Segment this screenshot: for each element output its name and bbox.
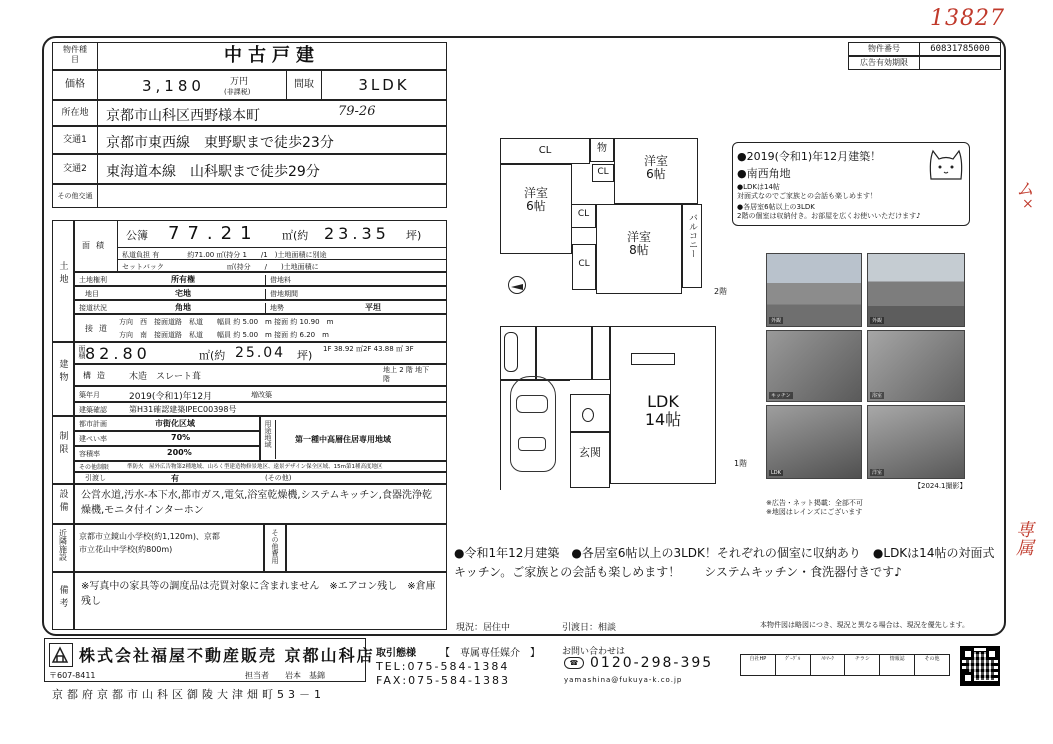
feature-box — [732, 142, 970, 226]
price-tax: (非課税) — [224, 88, 251, 96]
cl-lower: CL — [572, 244, 596, 290]
land-road-value: 角地 — [175, 303, 191, 312]
land-category-label: 地目 — [85, 290, 99, 298]
handwritten-x: × — [1022, 196, 1034, 212]
building-section — [52, 342, 74, 416]
cat-icon — [927, 147, 965, 181]
other-cost-value-cell — [286, 524, 447, 572]
entrance-label: 玄関 — [579, 446, 601, 459]
transport1-value-cell — [97, 126, 447, 154]
building-struct-value: 木造 スレート葺 — [129, 372, 202, 382]
company-address: 京都府京都市山科区御陵大津畑町53－1 — [52, 688, 325, 701]
delivery-other-label: (その他) — [265, 474, 292, 482]
north-room — [614, 138, 698, 204]
land-area-unit: ㎡(約 — [282, 229, 309, 242]
city-plan-label: 都市計画 — [79, 420, 107, 428]
company-box — [44, 638, 375, 682]
land-area-kind: 公簿 — [126, 229, 148, 242]
company-logo — [49, 643, 73, 667]
west-room-label: 洋室 6帖 — [523, 186, 548, 214]
price-value: 3,180 — [142, 77, 205, 95]
source-box-magazine[interactable]: 情報誌 — [880, 655, 915, 675]
building-reno-label: 増改築 — [251, 391, 272, 399]
building-area-unit: ㎡(約 — [199, 349, 226, 362]
land-road-burden: 私道負担 有 約71.00 ㎡(持分 1 /1 )土地面積に別途 — [118, 247, 446, 262]
transport2-label-cell — [52, 154, 98, 184]
nearby-label-cell — [52, 524, 74, 572]
qr-code[interactable] — [960, 646, 1000, 686]
coverage-value: 70% — [171, 433, 191, 442]
land-category-value: 宅地 — [175, 289, 191, 298]
land-terrain-value: 平坦 — [365, 303, 381, 312]
toilet-fixture — [582, 408, 594, 422]
building-struct-label: 構造 — [83, 371, 111, 380]
floorplan-2f — [500, 138, 720, 294]
cl-small-top: CL — [592, 164, 614, 182]
far-value: 200% — [167, 448, 192, 457]
source-box-google[interactable]: ｸﾞｰｸﾞﾙ — [776, 655, 811, 675]
land-road-row — [74, 300, 447, 314]
east-room-label: 洋室 8帖 — [626, 230, 651, 258]
facility-label: 設備 — [57, 489, 68, 515]
price-label-cell — [52, 70, 98, 100]
transport3-label-cell — [52, 184, 98, 208]
delivery-row — [74, 472, 447, 484]
west-room — [500, 164, 572, 254]
land-right-row — [74, 272, 447, 286]
land-category-row — [74, 286, 447, 300]
feature-room-note: ●各居室6帖以上の3LDK 2階の個室は収納付き。お部屋を広くお使いいただけます♪ — [737, 203, 921, 221]
layout-value-cell — [321, 70, 447, 100]
photo-bath: 浴室 — [867, 330, 965, 402]
restrict-other-row — [74, 461, 447, 472]
remarks-value: ※写真中の家具等の調度品は売買対象に含まれません ※エアコン残し ※倉庫残し — [81, 581, 436, 607]
company-fax: FAX:075-584-1383 — [376, 674, 511, 687]
address-value: 京都市山科区西野様本町 — [106, 108, 260, 124]
land-right-label: 土地権利 — [79, 276, 107, 284]
address-value-cell — [97, 100, 447, 126]
restrict-section-label: 制限 — [57, 431, 68, 457]
photo-room: 洋室 — [867, 405, 965, 479]
photo-ldk: LDK — [766, 405, 862, 479]
land-area-value-cell — [117, 220, 447, 272]
source-boxes[interactable] — [740, 654, 950, 676]
price-label: 価格 — [65, 79, 85, 90]
transport2-value-cell — [97, 154, 447, 184]
delivery-label: 引渡し — [85, 474, 106, 482]
remarks-value-cell — [74, 572, 447, 630]
disclaimer: 本物件図は略図につき、現況と異なる場合は、現況を優先します。 — [760, 621, 970, 629]
address-label: 所在地 — [61, 108, 89, 118]
source-box-other[interactable]: その他 — [924, 656, 940, 662]
facility-value: 公営水道,汚水-本下水,都市ガス,電気,浴室乾燥機,システムキッチン,食器洗浄乾燥機,モニタ付インターホン — [81, 490, 432, 516]
ldk — [610, 326, 716, 484]
promo-text: ●令和1年12月建築 ●各居室6帖以上の3LDK！それぞれの個室に収納あり ●LDKは14帖の対面式キッチン。ご家族との会話も楽しめます！ システムキッチン・食洗器付きです♪ — [454, 546, 995, 579]
layout-label-cell — [286, 70, 322, 100]
building-area-tsubo: 25.04 — [235, 345, 286, 361]
transport1-label-cell — [52, 126, 98, 154]
layout-value: 3LDK — [358, 76, 410, 94]
type-value-cell — [97, 42, 447, 70]
building-tsubo-unit: 坪) — [297, 349, 313, 362]
use-zone-cell — [260, 416, 447, 461]
source-box-hatomark[interactable]: ﾊﾄﾏｰｸ — [811, 655, 846, 675]
floorplan-1f — [488, 318, 724, 510]
source-box-flyer[interactable]: チラシ — [845, 655, 880, 675]
freedial-icon: ☎ — [564, 657, 584, 669]
north-room-label: 洋室 6帖 — [643, 154, 668, 182]
feature-1: ●2019(令和1)年12月建築！ — [737, 150, 882, 163]
photo-note-2: ※地図はレインズにございます — [766, 508, 863, 516]
land-roads-row — [74, 314, 447, 342]
building-cert-label: 建築確認 — [79, 406, 107, 414]
land-section — [52, 220, 74, 342]
building-built-value: 2019(令和1)年12月 — [129, 392, 213, 402]
coverage-label: 建ぺい率 — [79, 435, 107, 443]
land-setback: セットバック ㎡(持分 / )土地面積に — [118, 259, 446, 274]
ad-expiry-label: 広告有効期限 — [860, 58, 908, 67]
land-area-value: 77.21 — [168, 223, 260, 244]
land-roads-label: 接道 — [85, 324, 113, 333]
building-struct-row — [74, 364, 447, 386]
facility-label-cell — [52, 484, 74, 524]
cl-mid: CL — [572, 204, 596, 228]
building-cert-value: 第H31確認建築IPEC00398号 — [129, 405, 237, 414]
land-area-label: 面積 — [82, 241, 110, 250]
city-plan-value: 市街化区域 — [155, 419, 195, 428]
building-section-label: 建物 — [57, 359, 68, 385]
land-road-label: 接道状況 — [79, 304, 107, 312]
photo-note-1: ※広告・ネット掲載：全部不可 — [766, 499, 863, 507]
building-cert-row — [74, 402, 447, 416]
id-value-cell — [919, 42, 1001, 56]
land-area-tsubo: 23.35 — [324, 224, 390, 243]
nearby-value-1: 京都市立鏡山小学校(約1,120m)、京都 — [79, 532, 220, 541]
compass-icon — [508, 276, 526, 294]
deal-label: 取引態様 — [376, 648, 416, 659]
land-area-label-cell — [74, 220, 118, 272]
nearby-value-cell — [74, 524, 264, 572]
restrict-far-row — [74, 446, 260, 461]
use-zone-label: 用途地域 — [263, 420, 276, 459]
storage: 物 — [590, 138, 614, 162]
company-email: yamashina@fukuya-k.co.jp — [564, 676, 683, 684]
status-current — [456, 620, 510, 633]
floor1-label: 1階 — [734, 459, 748, 468]
handover-label: 引渡日： — [562, 623, 599, 633]
remarks-label-cell — [52, 572, 74, 630]
property-id: 60831785000 — [930, 44, 990, 54]
delivery-value: 有 — [171, 474, 179, 483]
restrict-coverage-row — [74, 431, 260, 446]
type-label: 物件種目 — [63, 45, 87, 64]
restrict-city-row — [74, 416, 260, 431]
price-unit: 万円 — [230, 77, 249, 87]
kitchen-counter — [631, 353, 675, 365]
land-section-label: 土地 — [57, 261, 68, 287]
washroom — [536, 326, 592, 380]
remarks-label: 備考 — [57, 585, 68, 611]
id-label-cell — [848, 42, 920, 56]
free-dial: 0120-298-395 — [590, 655, 714, 671]
type-label-cell — [52, 42, 98, 70]
balcony-label: バルコニー — [687, 213, 697, 258]
source-box-hp[interactable]: 自社HP — [741, 655, 776, 675]
photo-date: 【2024.1撮影】 — [914, 482, 967, 490]
building-built-row — [74, 386, 447, 402]
ldk-label: LDK 14帖 — [644, 392, 682, 429]
transport1-value: 京都市東西線 東野駅まで徒歩23分 — [106, 135, 334, 151]
restrict-section — [52, 416, 74, 484]
building-area-row — [74, 342, 447, 364]
land-road-south: 方向 南 接面道路 私道 幅員 約 5.00 m 接面 約 6.20 m — [119, 331, 329, 339]
contact-label: お問い合わせは — [562, 647, 626, 657]
layout-label: 間取 — [294, 79, 314, 90]
car-icon — [510, 376, 556, 472]
feature-2: ●南西角地 — [737, 167, 791, 180]
transport1-label: 交通1 — [63, 135, 87, 145]
handwritten-mark: ム — [1016, 179, 1034, 200]
land-terrain-label: 地勢 — [265, 303, 284, 315]
ad-label-cell — [848, 56, 920, 70]
photo-exterior-1: 外観 — [766, 253, 862, 327]
land-tsubo-unit: 坪) — [406, 229, 422, 242]
bathtub — [504, 332, 518, 372]
cl-top-left: CL — [500, 138, 590, 164]
address-label-cell — [52, 100, 98, 126]
other-restrict-label: その他制限 — [79, 464, 110, 471]
staff-name: 岩本 基錦 — [285, 671, 325, 680]
staff-label: 担当者 — [245, 671, 269, 680]
hall — [592, 326, 610, 380]
ad-value-cell — [919, 56, 1001, 70]
building-area-label: 面積 — [78, 345, 86, 359]
handwritten-vertical: 専属 — [1013, 520, 1034, 556]
company-tel: TEL:075-584-1384 — [376, 660, 510, 673]
land-lease-label: 借地期間 — [265, 289, 298, 301]
address-handwritten: 79-26 — [338, 104, 376, 119]
facility-value-cell — [74, 484, 447, 524]
other-cost-label-cell — [264, 524, 286, 572]
transport2-label: 交通2 — [63, 164, 87, 174]
land-road-west: 方向 西 接面道路 私道 幅員 約 5.00 m 接面 約 10.90 m — [119, 318, 334, 326]
floor2-label: 2階 — [714, 287, 728, 296]
photo-exterior-2: 外観 — [867, 253, 965, 327]
other-restrict-value: 準防火 屋外広告物第2種地域、山ろく型建造物修景地区、遠景デザイン保全区域、15m第1種高度地区 — [127, 464, 383, 470]
balcony — [682, 204, 702, 288]
other-cost-label: その他費用 — [271, 529, 279, 564]
handwritten-number: 13827 — [930, 6, 1005, 31]
east-room — [596, 204, 682, 294]
photo-kitchen: キッチン — [766, 330, 862, 402]
id-label: 物件番号 — [868, 44, 900, 53]
transport3-label: その他交通 — [57, 192, 93, 200]
status-handover — [562, 620, 616, 633]
company-name: 株式会社福屋不動産販売 京都山科店 — [79, 646, 375, 665]
property-type: 中古戸建 — [224, 45, 320, 66]
nearby-label: 近隣施設 — [58, 529, 68, 561]
entrance — [570, 432, 610, 488]
land-right-value: 所有権 — [171, 275, 195, 284]
building-storeys: 地上 2 階 地下 階 — [383, 366, 439, 384]
current-status-label: 現況： — [456, 623, 484, 633]
transport3-value-cell — [97, 184, 447, 208]
company-postal: 〒607-8411 — [49, 671, 96, 680]
current-status-value: 居住中 — [483, 623, 511, 633]
handover-value: 相談 — [598, 623, 617, 633]
building-floors-detail: 1F 38.92 ㎡2F 43.88 ㎡ 3F — [323, 345, 414, 353]
far-label: 容積率 — [79, 450, 100, 458]
price-value-cell — [97, 70, 287, 100]
use-zone-value: 第一種中高層住居専用地域 — [295, 435, 391, 444]
deal-value: 【 専属専任媒介 】 — [440, 648, 540, 659]
building-built-label: 築年月 — [79, 391, 100, 399]
transport2-value: 東海道本線 山科駅まで徒歩29分 — [106, 164, 320, 180]
nearby-value-2: 市立花山中学校(約800m) — [79, 545, 173, 554]
land-rent-label: 借地料 — [265, 275, 291, 287]
building-area-value: 82.80 — [85, 344, 151, 363]
feature-ldk-note: ●LDKは14帖 対面式なのでご家族との会話も楽しめます！ — [737, 183, 877, 201]
